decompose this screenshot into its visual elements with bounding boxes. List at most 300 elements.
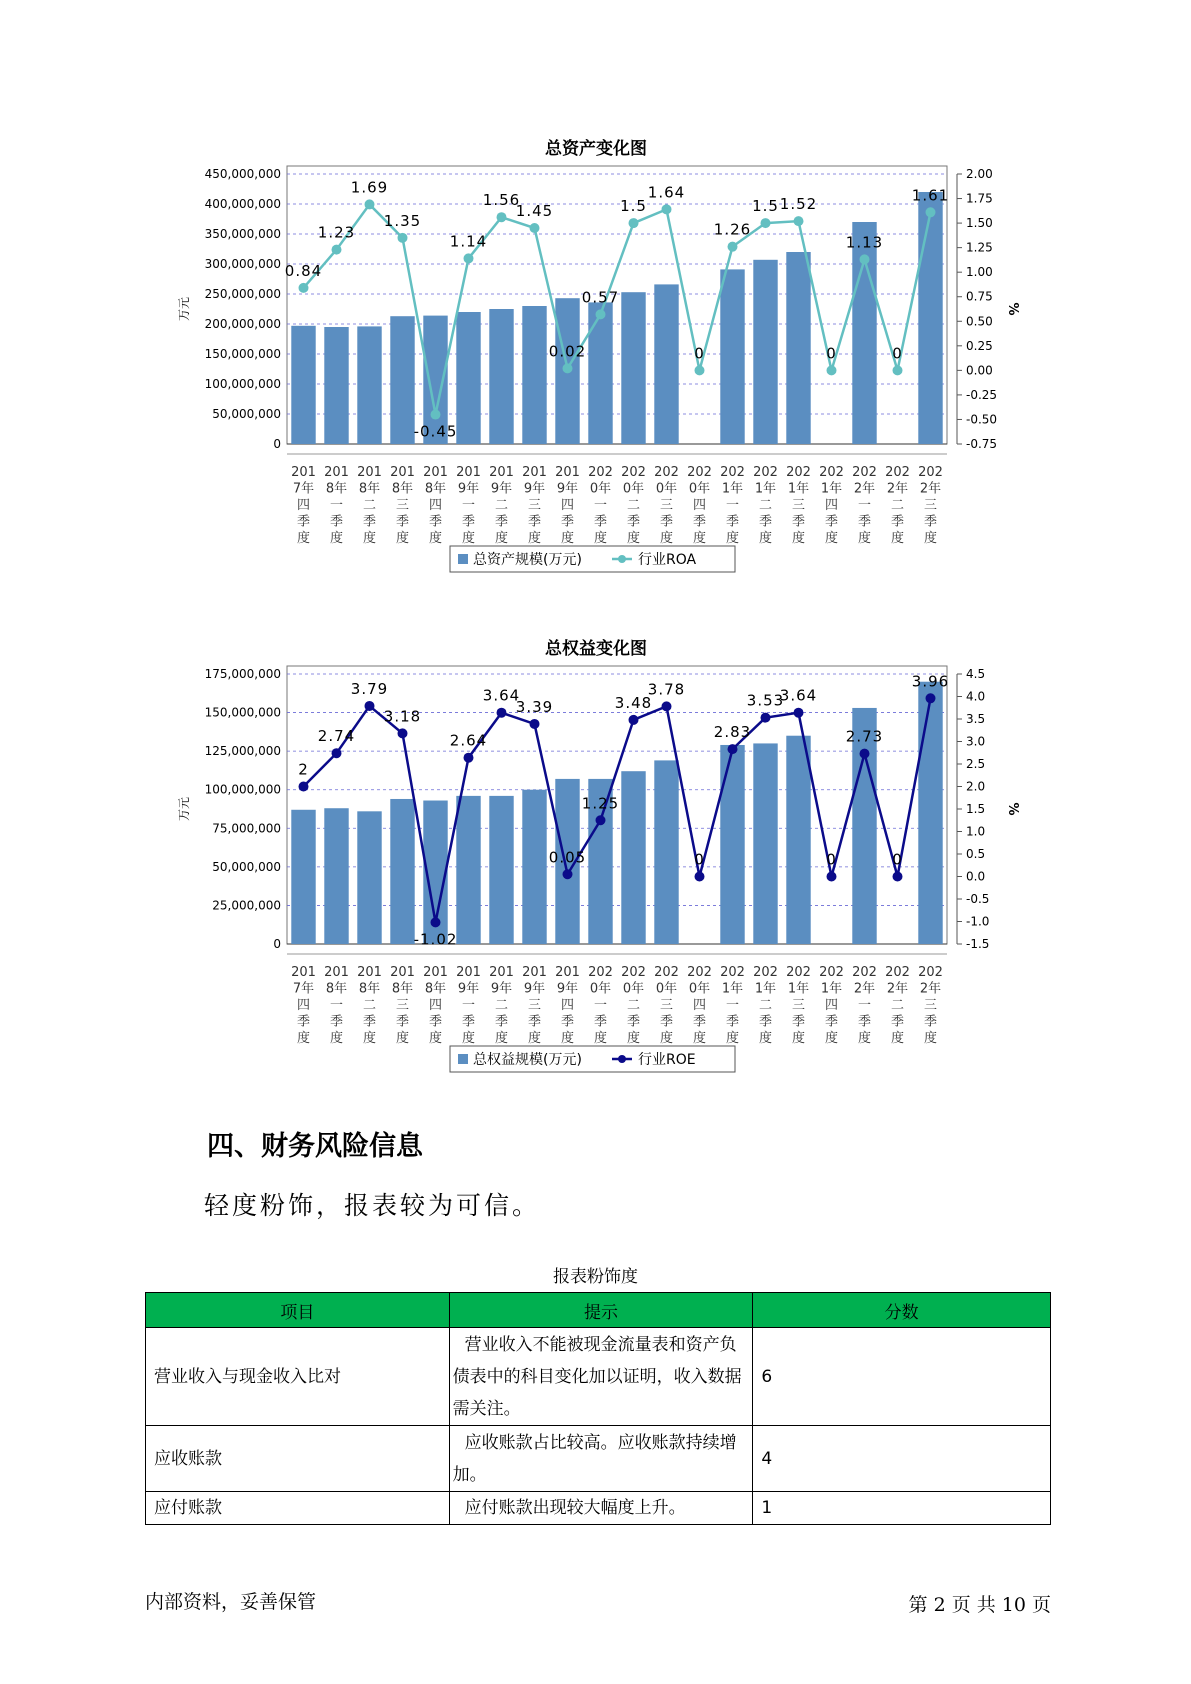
point-label: 0.84 (284, 261, 323, 280)
x-tick-label: 202 (654, 465, 679, 480)
x-tick-label: 季 (890, 514, 905, 530)
x-tick-label: 1年 (820, 981, 843, 997)
x-tick-label: 201 (390, 965, 415, 980)
x-tick-label: 季 (923, 514, 938, 530)
x-tick-label: 0年 (655, 981, 678, 997)
point-label: 2.83 (713, 723, 752, 742)
bar (357, 811, 381, 944)
x-tick-label: 度 (758, 1031, 773, 1046)
x-tick-label: 三 (791, 498, 806, 513)
x-tick-label: 季 (758, 1014, 773, 1030)
x-tick-label: 四 (296, 998, 311, 1013)
x-tick-label: 三 (923, 998, 938, 1013)
x-tick-label: 0年 (622, 981, 645, 997)
right-axis-unit: % (1005, 302, 1020, 316)
x-tick-label: 二 (758, 498, 773, 513)
right-tick-label: 4.0 (966, 689, 986, 704)
x-tick-label: 季 (395, 1014, 410, 1030)
x-tick-label: 2年 (919, 481, 942, 497)
x-tick-label: 202 (753, 965, 778, 980)
x-tick-label: 季 (329, 514, 344, 530)
x-tick-label: 202 (654, 965, 679, 980)
line-point (827, 872, 837, 882)
line-point (299, 782, 309, 792)
line-point (332, 748, 342, 758)
line-point (299, 283, 309, 293)
y-tick-label: 450,000,000 (204, 167, 281, 181)
y-tick-label: 50,000,000 (212, 407, 281, 421)
x-tick-label: 度 (461, 1031, 476, 1046)
x-tick-label: 2年 (886, 481, 909, 497)
x-tick-label: 三 (527, 498, 542, 513)
x-tick-label: 9年 (490, 981, 513, 997)
x-tick-label: 度 (560, 531, 575, 546)
x-tick-label: 季 (560, 1014, 575, 1030)
x-tick-label: 202 (753, 465, 778, 480)
x-tick-label: 201 (357, 465, 382, 480)
x-tick-label: 202 (720, 965, 745, 980)
x-tick-label: 度 (692, 1031, 707, 1046)
bar (588, 302, 612, 444)
line-point (596, 815, 606, 825)
x-tick-label: 201 (423, 465, 448, 480)
line-point (926, 207, 936, 217)
x-tick-label: 季 (329, 1014, 344, 1030)
row-item: 应收账款 (146, 1426, 450, 1492)
point-label: 1.52 (779, 195, 818, 214)
x-tick-label: 202 (786, 965, 811, 980)
point-label: 3.79 (350, 679, 389, 698)
x-tick-label: 度 (659, 531, 674, 546)
row-score: 6 (753, 1328, 1051, 1426)
point-label: 1.45 (515, 202, 554, 220)
left-axis-unit: 万元 (177, 796, 191, 822)
x-tick-label: 季 (857, 514, 872, 530)
line-point (761, 713, 771, 723)
right-tick-label: 1.25 (966, 240, 993, 255)
bar (456, 312, 480, 444)
x-tick-label: 201 (423, 965, 448, 980)
x-tick-label: 度 (428, 531, 443, 546)
x-tick-label: 201 (357, 965, 382, 980)
row-score: 1 (753, 1492, 1051, 1525)
line-point (431, 917, 441, 927)
x-tick-label: 季 (758, 514, 773, 530)
x-tick-label: 一 (593, 998, 608, 1013)
point-label: 1.69 (350, 178, 389, 197)
x-tick-label: 8年 (325, 981, 348, 997)
total-equity-chart (0, 628, 1191, 1098)
header-item: 项目 (146, 1293, 450, 1328)
line-point (629, 218, 639, 228)
point-label: 0.05 (548, 848, 587, 867)
x-tick-label: 202 (621, 465, 646, 480)
point-label: 3.53 (746, 691, 785, 710)
x-tick-label: 9年 (457, 981, 480, 997)
x-tick-label: 度 (626, 1031, 641, 1046)
line-point (860, 254, 870, 264)
y-tick-label: 250,000,000 (204, 287, 281, 301)
x-tick-label: 季 (725, 514, 740, 530)
x-tick-label: 202 (588, 965, 613, 980)
line-point (926, 693, 936, 703)
x-tick-label: 7年 (292, 481, 315, 497)
x-tick-label: 202 (819, 465, 844, 480)
x-tick-label: 0年 (688, 981, 711, 997)
legend-line-marker (618, 555, 626, 563)
x-tick-label: 四 (428, 498, 443, 513)
bar (489, 796, 513, 944)
line-point (464, 253, 474, 263)
x-tick-label: 三 (659, 498, 674, 513)
x-tick-label: 202 (852, 965, 877, 980)
footer-confidential: 内部资料，妥善保管 (145, 1591, 317, 1613)
chart-title: 总资产变化图 (545, 139, 647, 159)
line-point (662, 204, 672, 214)
bar (357, 326, 381, 444)
x-tick-label: 季 (560, 514, 575, 530)
x-tick-label: 9年 (523, 981, 546, 997)
point-label: 2.74 (317, 727, 356, 746)
x-tick-label: 度 (692, 531, 707, 546)
bar (918, 192, 942, 444)
x-tick-label: 度 (923, 531, 938, 546)
x-tick-label: 三 (659, 998, 674, 1013)
x-tick-label: 度 (494, 1031, 509, 1046)
y-tick-label: 175,000,000 (204, 667, 281, 681)
x-tick-label: 季 (362, 514, 377, 530)
legend-line-label: 行业ROE (638, 1052, 696, 1068)
right-tick-label: 1.75 (966, 191, 993, 206)
right-tick-label: -1.5 (966, 937, 990, 951)
point-label: 1.56 (482, 191, 521, 210)
y-tick-label: 350,000,000 (204, 227, 281, 241)
x-tick-label: 201 (522, 465, 547, 480)
point-label: 0.02 (548, 342, 587, 361)
point-label: 0 (694, 850, 705, 869)
row-item: 营业收入与现金收入比对 (146, 1328, 450, 1426)
point-label: 3.39 (515, 697, 554, 716)
x-tick-label: 201 (291, 465, 316, 480)
y-tick-label: 0 (273, 937, 281, 951)
right-tick-label: -0.50 (966, 412, 998, 427)
x-tick-label: 度 (725, 531, 740, 546)
x-tick-label: 度 (329, 1031, 344, 1046)
point-label: 3.18 (383, 707, 422, 726)
bar (720, 745, 744, 944)
x-tick-label: 1年 (787, 481, 810, 497)
point-label: 1.13 (845, 233, 884, 252)
table-row (146, 1492, 1051, 1525)
x-tick-label: 二 (890, 498, 905, 513)
bar (786, 736, 810, 944)
x-tick-label: 季 (461, 514, 476, 530)
line-point (794, 708, 804, 718)
x-tick-label: 三 (395, 498, 410, 513)
x-tick-label: 0年 (622, 481, 645, 497)
x-tick-label: 季 (626, 514, 641, 530)
x-tick-label: 度 (791, 531, 806, 546)
x-tick-label: 0年 (589, 981, 612, 997)
bar (324, 808, 348, 944)
legend-line-marker (618, 1055, 626, 1063)
x-tick-label: 202 (819, 965, 844, 980)
x-tick-label: 一 (329, 998, 344, 1013)
bar (621, 292, 645, 444)
point-label: 3.78 (647, 680, 686, 699)
x-tick-label: 8年 (391, 981, 414, 997)
x-tick-label: 四 (428, 998, 443, 1013)
point-label: 2 (298, 760, 309, 779)
line-point (893, 365, 903, 375)
right-tick-label: 4.5 (966, 667, 986, 681)
total-assets-chart (0, 128, 1191, 598)
x-tick-label: 度 (362, 531, 377, 546)
right-tick-label: 1.50 (966, 216, 993, 231)
x-tick-label: 度 (329, 531, 344, 546)
x-tick-label: 8年 (424, 481, 447, 497)
x-tick-label: 季 (593, 514, 608, 530)
line-point (728, 744, 738, 754)
x-tick-label: 201 (456, 465, 481, 480)
header-score: 分数 (753, 1293, 1051, 1328)
x-tick-label: 202 (918, 465, 943, 480)
y-tick-label: 150,000,000 (204, 347, 281, 361)
x-tick-label: 季 (428, 1014, 443, 1030)
table-caption: 报表粉饰度 (553, 1267, 638, 1287)
row-hint: 应付账款出现较大幅度上升。 (449, 1492, 753, 1525)
point-label: -0.45 (413, 422, 458, 441)
x-tick-label: 度 (494, 531, 509, 546)
x-tick-label: 202 (720, 465, 745, 480)
row-score: 4 (753, 1426, 1051, 1492)
legend-bar-swatch (458, 1054, 468, 1064)
point-label: 0 (826, 850, 837, 869)
x-tick-label: 8年 (358, 981, 381, 997)
right-tick-label: 2.00 (966, 167, 993, 181)
x-tick-label: 度 (428, 1031, 443, 1046)
x-tick-label: 201 (291, 965, 316, 980)
x-tick-label: 季 (857, 1014, 872, 1030)
line-point (365, 199, 375, 209)
x-tick-label: 一 (593, 498, 608, 513)
point-label: 1.26 (713, 220, 752, 239)
right-tick-label: -0.5 (966, 892, 990, 906)
x-tick-label: 度 (857, 531, 872, 546)
y-tick-label: 400,000,000 (204, 197, 281, 211)
x-tick-label: 一 (857, 998, 872, 1013)
x-tick-label: 一 (725, 998, 740, 1013)
point-label: 1.25 (581, 794, 620, 813)
x-tick-label: 季 (527, 514, 542, 530)
x-tick-label: 201 (489, 965, 514, 980)
x-tick-label: 201 (489, 465, 514, 480)
point-label: 0.57 (581, 288, 620, 307)
right-tick-label: 3.0 (966, 734, 986, 749)
x-tick-label: 度 (758, 531, 773, 546)
x-tick-label: 三 (395, 998, 410, 1013)
line-point (332, 245, 342, 255)
x-tick-label: 度 (527, 531, 542, 546)
y-tick-label: 50,000,000 (212, 859, 281, 874)
row-hint: 营业收入不能被现金流量表和资产负债表中的科目变化加以证明，收入数据需关注。 (449, 1328, 753, 1426)
x-tick-label: 三 (923, 498, 938, 513)
footer-page-number: 第 2 页 共 10 页 (908, 1594, 1051, 1616)
x-tick-label: 9年 (457, 481, 480, 497)
x-tick-label: 度 (824, 531, 839, 546)
x-tick-label: 季 (593, 1014, 608, 1030)
row-item: 应付账款 (146, 1492, 450, 1525)
line-point (695, 365, 705, 375)
right-tick-label: 0.5 (966, 847, 986, 861)
x-tick-label: 度 (527, 1031, 542, 1046)
x-tick-label: 二 (626, 498, 641, 513)
y-tick-label: 100,000,000 (204, 782, 281, 797)
y-tick-label: 150,000,000 (204, 705, 281, 720)
x-tick-label: 7年 (292, 981, 315, 997)
row-hint: 应收账款占比较高。应收账款持续增加。 (449, 1426, 753, 1492)
right-tick-label: 0.25 (966, 338, 993, 353)
y-tick-label: 25,000,000 (212, 898, 281, 913)
x-tick-label: 季 (428, 514, 443, 530)
line-point (431, 410, 441, 420)
y-tick-label: 125,000,000 (204, 744, 281, 759)
x-tick-label: 9年 (490, 481, 513, 497)
x-tick-label: 季 (296, 514, 311, 530)
x-tick-label: 202 (885, 465, 910, 480)
bar (522, 790, 546, 944)
x-tick-label: 度 (626, 531, 641, 546)
bar (456, 796, 480, 944)
header-hint: 提示 (449, 1293, 753, 1328)
point-label: 0 (892, 850, 903, 869)
x-tick-label: 二 (890, 998, 905, 1013)
x-tick-label: 季 (692, 514, 707, 530)
line-point (563, 363, 573, 373)
risk-summary-paragraph: 轻度粉饰，报表较为可信。 (204, 1191, 541, 1220)
legend-line-label: 行业ROA (638, 552, 697, 568)
x-tick-label: 二 (362, 998, 377, 1013)
x-tick-label: 度 (923, 1031, 938, 1046)
line-point (629, 715, 639, 725)
x-tick-label: 季 (890, 1014, 905, 1030)
point-label: 1.35 (383, 211, 422, 230)
chart-title: 总权益变化图 (545, 639, 647, 659)
point-label: 3.64 (779, 686, 818, 705)
x-tick-label: 202 (918, 965, 943, 980)
line-point (365, 701, 375, 711)
x-tick-label: 度 (791, 1031, 806, 1046)
line-point (563, 869, 573, 879)
bar (753, 743, 777, 944)
right-tick-label: -1.0 (966, 914, 990, 929)
line-point (596, 309, 606, 319)
x-tick-label: 202 (885, 965, 910, 980)
x-tick-label: 201 (324, 965, 349, 980)
right-tick-label: -0.25 (966, 387, 998, 402)
x-tick-label: 1年 (721, 981, 744, 997)
y-tick-label: 300,000,000 (204, 257, 281, 271)
x-tick-label: 季 (659, 1014, 674, 1030)
bar (390, 799, 414, 944)
bar (918, 682, 942, 944)
point-label: 2.73 (845, 727, 884, 746)
line-point (794, 216, 804, 226)
x-tick-label: 季 (395, 514, 410, 530)
x-tick-label: 二 (494, 498, 509, 513)
x-tick-label: 一 (329, 498, 344, 513)
x-tick-label: 季 (494, 1014, 509, 1030)
x-tick-label: 季 (791, 1014, 806, 1030)
x-tick-label: 季 (659, 514, 674, 530)
point-label: 1.23 (317, 223, 356, 242)
x-tick-label: 度 (296, 1031, 311, 1046)
legend-bar-label: 总资产规模(万元) (473, 552, 582, 568)
y-tick-label: 100,000,000 (204, 377, 281, 391)
x-tick-label: 度 (296, 531, 311, 546)
bar (654, 760, 678, 944)
x-tick-label: 度 (824, 1031, 839, 1046)
table-header-row (146, 1293, 1051, 1328)
x-tick-label: 四 (296, 498, 311, 513)
whitewash-table (145, 1292, 1051, 1525)
x-tick-label: 1年 (787, 981, 810, 997)
x-tick-label: 9年 (523, 481, 546, 497)
x-tick-label: 一 (461, 998, 476, 1013)
x-tick-label: 三 (791, 998, 806, 1013)
legend-bar-swatch (458, 554, 468, 564)
point-label: 1.64 (647, 183, 686, 202)
x-tick-label: 度 (395, 1031, 410, 1046)
x-tick-label: 季 (362, 1014, 377, 1030)
line-point (398, 233, 408, 243)
x-tick-label: 2年 (886, 981, 909, 997)
right-axis-unit: % (1005, 802, 1020, 816)
bar (786, 252, 810, 444)
right-tick-label: 0.75 (966, 289, 993, 304)
x-tick-label: 202 (786, 465, 811, 480)
x-tick-label: 201 (522, 965, 547, 980)
table-row (146, 1328, 1051, 1426)
right-tick-label: 0.50 (966, 314, 993, 329)
bar (324, 327, 348, 444)
right-tick-label: -0.75 (966, 437, 998, 451)
x-tick-label: 2年 (919, 981, 942, 997)
line-point (662, 701, 672, 711)
bar (720, 269, 744, 444)
x-tick-label: 四 (560, 998, 575, 1013)
x-tick-label: 度 (560, 1031, 575, 1046)
x-tick-label: 0年 (589, 481, 612, 497)
x-tick-label: 1年 (754, 981, 777, 997)
point-label: 3.48 (614, 693, 653, 712)
section-title: 四、财务风险信息 (207, 1131, 423, 1162)
x-tick-label: 202 (621, 965, 646, 980)
x-tick-label: 二 (626, 998, 641, 1013)
bar (291, 326, 315, 444)
right-tick-label: 1.00 (966, 265, 993, 280)
right-tick-label: 2.0 (966, 779, 986, 794)
point-label: 0 (892, 344, 903, 363)
line-point (497, 708, 507, 718)
x-tick-label: 9年 (556, 481, 579, 497)
x-tick-label: 一 (725, 498, 740, 513)
x-tick-label: 二 (494, 998, 509, 1013)
line-point (728, 242, 738, 252)
line-point (860, 749, 870, 759)
x-tick-label: 度 (362, 1031, 377, 1046)
bar (522, 306, 546, 444)
